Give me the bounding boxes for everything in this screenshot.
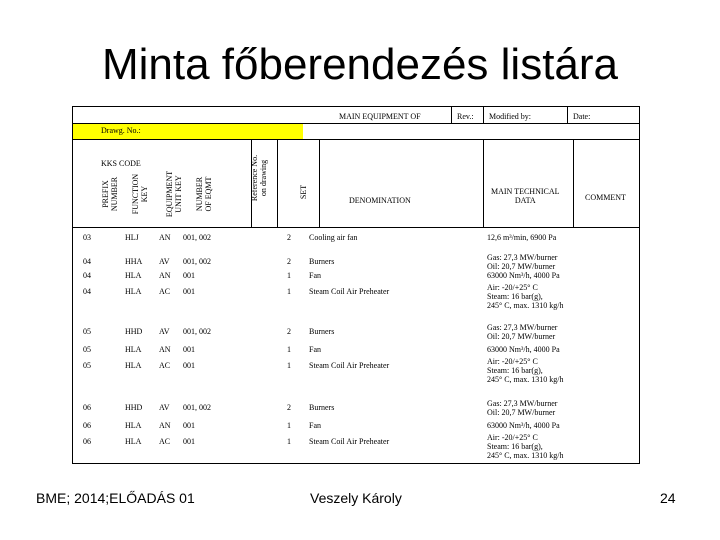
row-prefix: 04 (83, 257, 91, 266)
col-vline-tech-end (573, 139, 574, 227)
row-set: 2 (287, 257, 291, 266)
equipment-unit-key-header: EQUIPMENT UNIT KEY (165, 170, 183, 218)
row-unit-key: AC (159, 287, 171, 296)
row-technical-data: 12,6 m³/min, 6900 Pa (487, 233, 557, 242)
row-technical-data: Gas: 27,3 MW/burner Oil: 20,7 MW/burner (487, 323, 558, 341)
denomination-header: DENOMINATION (349, 196, 411, 205)
row-denomination: Steam Coil Air Preheater (309, 361, 390, 370)
equipment-list-sheet (72, 106, 640, 464)
number-of-eqmt-header: NUMBER OF EQMT (195, 176, 213, 212)
row-number: 001 (183, 345, 195, 354)
slide-title: Minta főberendezés listára (101, 40, 619, 89)
row-prefix: 03 (83, 233, 91, 242)
col-vline-set-end (319, 139, 320, 227)
row-unit-key: AV (159, 327, 170, 336)
header-vline-modified (483, 107, 484, 123)
row-number: 001 (183, 287, 195, 296)
row-set: 1 (287, 287, 291, 296)
row-function-key: HLJ (125, 233, 139, 242)
row-unit-key: AV (159, 403, 170, 412)
row-denomination: Burners (309, 257, 335, 266)
row-unit-key: AN (159, 421, 171, 430)
row-function-key: HHD (125, 403, 143, 412)
row-prefix: 05 (83, 345, 91, 354)
row-technical-data: 63000 Nm³/h, 4000 Pa (487, 271, 560, 280)
row-denomination: Fan (309, 271, 321, 280)
row-denomination: Cooling air fan (309, 233, 358, 242)
drawing-number-label: Drawg. No.: (101, 126, 141, 135)
row-technical-data: Air: -20/+25° C Steam: 16 bar(g), 245° C, max. 1310 kg/h (487, 433, 564, 460)
header-vline-rev (451, 107, 452, 123)
row-function-key: HLA (125, 345, 142, 354)
kks-code-label: KKS CODE (101, 159, 141, 168)
row-unit-key: AC (159, 361, 171, 370)
row-denomination: Steam Coil Air Preheater (309, 287, 390, 296)
row-prefix: 06 (83, 403, 91, 412)
date-label: Date: (573, 112, 591, 121)
row-unit-key: AN (159, 345, 171, 354)
row-prefix: 04 (83, 287, 91, 296)
row-function-key: HLA (125, 361, 142, 370)
row-function-key: HHA (125, 257, 143, 266)
row-unit-key: AN (159, 271, 171, 280)
page-number: 24 (660, 490, 676, 506)
row-set: 2 (287, 403, 291, 412)
function-key-header: FUNCTION KEY (131, 173, 149, 215)
row-denomination: Burners (309, 403, 335, 412)
row-denomination: Fan (309, 345, 321, 354)
row-denomination: Burners (309, 327, 335, 336)
main-equipment-of-label: MAIN EQUIPMENT OF (339, 112, 421, 121)
col-vline-ref-end (277, 139, 278, 227)
rev-label: Rev.: (457, 112, 474, 121)
row-prefix: 04 (83, 271, 91, 280)
row-number: 001, 002 (183, 403, 211, 412)
row-unit-key: AV (159, 257, 170, 266)
row-prefix: 05 (83, 327, 91, 336)
prefix-number-header: PREFIX NUMBER (101, 176, 119, 212)
row-number: 001, 002 (183, 233, 211, 242)
row-set: 1 (287, 421, 291, 430)
row-technical-data: Gas: 27,3 MW/burner Oil: 20,7 MW/burner (487, 253, 558, 271)
row-number: 001 (183, 271, 195, 280)
header-divider-1 (73, 123, 639, 124)
footer-course: BME; 2014;ELŐADÁS 01 (36, 490, 195, 506)
set-header: SET (299, 184, 308, 200)
row-set: 1 (287, 361, 291, 370)
row-technical-data: 63000 Nm³/h, 4000 Pa (487, 421, 560, 430)
row-denomination: Steam Coil Air Preheater (309, 437, 390, 446)
row-set: 1 (287, 271, 291, 280)
row-function-key: HLA (125, 287, 142, 296)
row-set: 1 (287, 437, 291, 446)
row-unit-key: AN (159, 233, 171, 242)
main-technical-data-header: MAIN TECHNICAL DATA (491, 187, 560, 205)
row-unit-key: AC (159, 437, 171, 446)
row-denomination: Fan (309, 421, 321, 430)
row-technical-data: Air: -20/+25° C Steam: 16 bar(g), 245° C, max. 1310 kg/h (487, 283, 564, 310)
row-number: 001 (183, 361, 195, 370)
col-vline-denom-end (483, 139, 484, 227)
row-number: 001, 002 (183, 327, 211, 336)
row-set: 2 (287, 233, 291, 242)
column-header-divider (73, 227, 639, 228)
header-vline-date (567, 107, 568, 123)
row-number: 001, 002 (183, 257, 211, 266)
row-set: 2 (287, 327, 291, 336)
row-prefix: 05 (83, 361, 91, 370)
footer-author: Veszely Károly (310, 490, 402, 506)
row-set: 1 (287, 345, 291, 354)
row-function-key: HHD (125, 327, 143, 336)
row-technical-data: Gas: 27,3 MW/burner Oil: 20,7 MW/burner (487, 399, 558, 417)
row-function-key: HLA (125, 437, 142, 446)
row-number: 001 (183, 437, 195, 446)
row-technical-data: Air: -20/+25° C Steam: 16 bar(g), 245° C, max. 1310 kg/h (487, 357, 564, 384)
row-number: 001 (183, 421, 195, 430)
header-divider-2 (73, 139, 639, 140)
row-prefix: 06 (83, 437, 91, 446)
row-technical-data: 63000 Nm³/h, 4000 Pa (487, 345, 560, 354)
reference-no-header: Reference No. on drawing (250, 154, 268, 202)
modified-by-label: Modified by: (489, 112, 531, 121)
row-function-key: HLA (125, 421, 142, 430)
comment-header: COMMENT (585, 193, 626, 202)
row-prefix: 06 (83, 421, 91, 430)
row-function-key: HLA (125, 271, 142, 280)
